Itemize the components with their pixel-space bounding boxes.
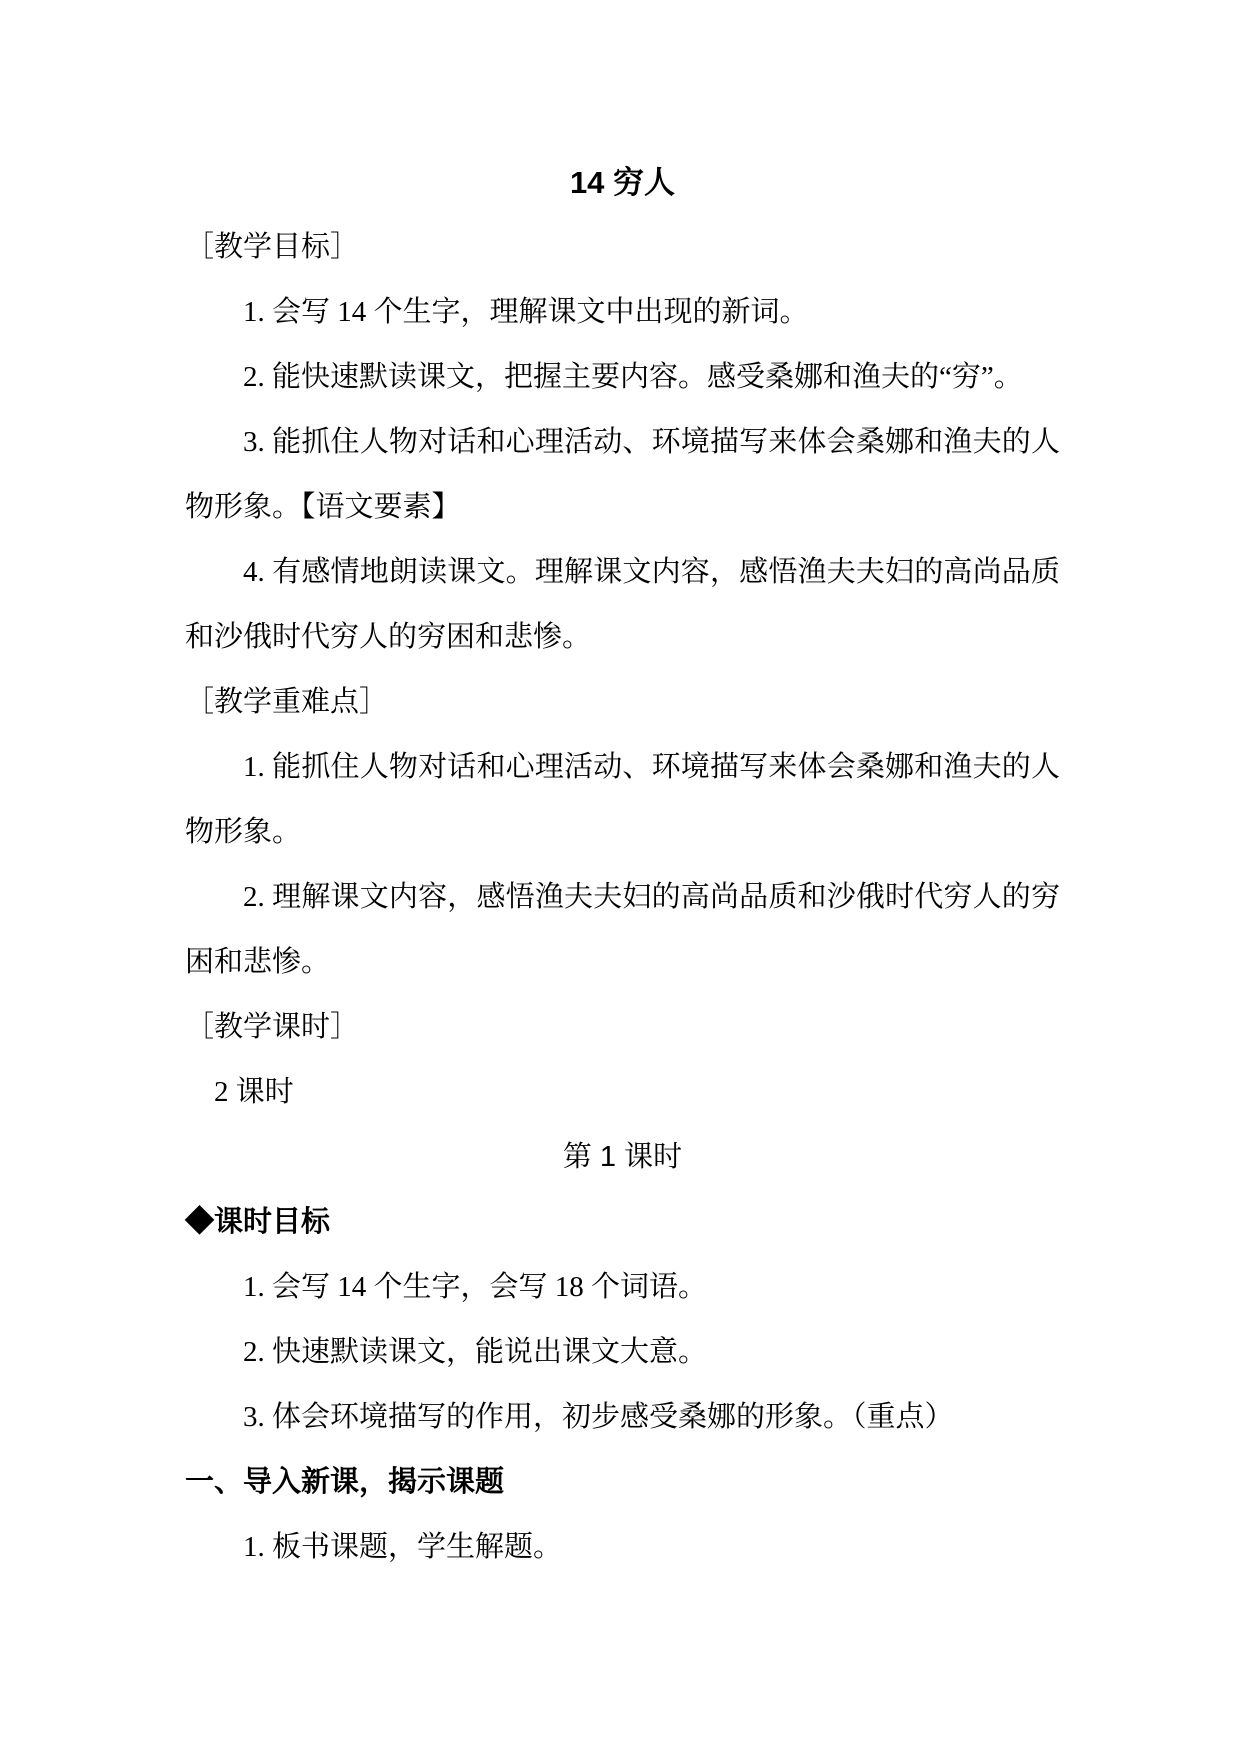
para-objective-1: 1. 会写 14 个生字，理解课文中出现的新词。 xyxy=(243,296,809,328)
heading-period-1: 第 1 课时 xyxy=(562,1141,683,1173)
para-keypoint-1: 1. 能抓住人物对话和心理活动、环境描写来体会桑娜和渔夫的人物形象。 xyxy=(185,751,1060,848)
para-keypoint-2: 2. 理解课文内容，感悟渔夫夫妇的高尚品质和沙俄时代穷人的穷困和悲惨。 xyxy=(185,881,1060,978)
heading-section-1-introduce-topic: 一、导入新课，揭示课题 xyxy=(185,1466,505,1498)
heading-teaching-objectives: ［教学目标］ xyxy=(185,231,360,263)
lesson-title: 14 穷人 xyxy=(569,165,676,200)
para-period-goal-2: 2. 快速默读课文，能说出课文大意。 xyxy=(243,1336,708,1368)
para-period-goal-1: 1. 会写 14 个生字，会写 18 个词语。 xyxy=(243,1271,708,1303)
heading-period-goals: ◆课时目标 xyxy=(185,1206,331,1238)
heading-class-periods: ［教学课时］ xyxy=(185,1011,360,1043)
para-objective-3: 3. 能抓住人物对话和心理活动、环境描写来体会桑娜和渔夫的人物形象。【语文要素】 xyxy=(185,426,1060,523)
para-period-goal-3: 3. 体会环境描写的作用，初步感受桑娜的形象。（重点） xyxy=(243,1401,954,1433)
heading-key-difficult-points: ［教学重难点］ xyxy=(185,686,389,718)
para-period-count: 2 课时 xyxy=(214,1076,294,1108)
para-objective-2: 2. 能快速默读课文，把握主要内容。感受桑娜和渔夫的“穷”。 xyxy=(243,361,1023,393)
para-intro-step-1: 1. 板书课题，学生解题。 xyxy=(243,1531,563,1563)
para-objective-4: 4. 有感情地朗读课文。理解课文内容，感悟渔夫夫妇的高尚品质和沙俄时代穷人的穷困和悲惨。 xyxy=(185,556,1060,653)
